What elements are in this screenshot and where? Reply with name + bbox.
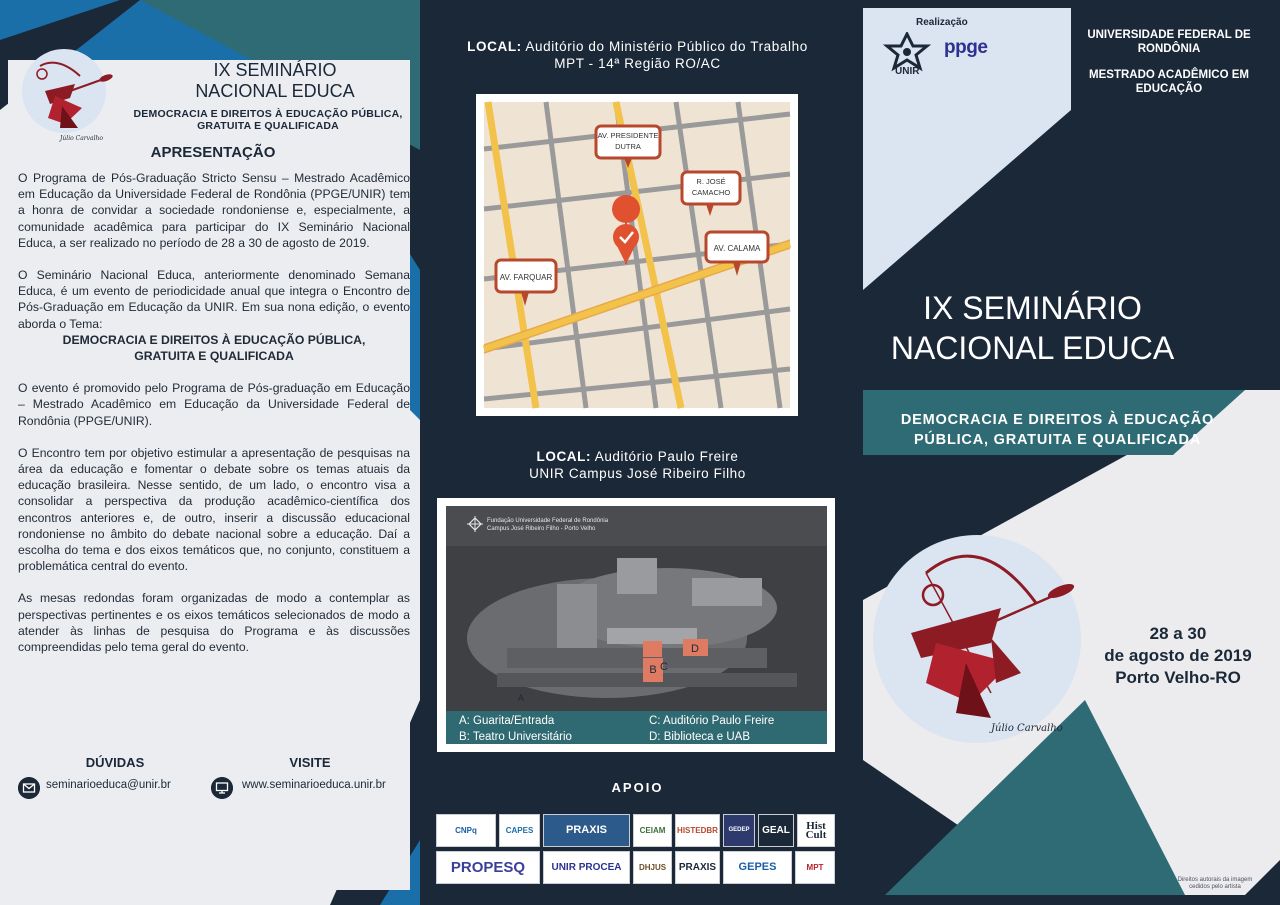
contact-email[interactable]: seminarioeduca@unir.br (46, 779, 171, 791)
sponsor-logo: PRAXIS (543, 814, 630, 847)
sponsor-logo: GEPES (723, 851, 792, 884)
event-date: 28 a 30 de agosto de 2019 Porto Velho-RO (1104, 624, 1252, 687)
svg-text:AV. FARQUAR: AV. FARQUAR (499, 273, 553, 282)
street-map[interactable] (476, 94, 798, 416)
duvidas-label: DÚVIDAS (85, 755, 145, 770)
svg-text:AV. CALAMA: AV. CALAMA (713, 244, 761, 253)
campus-header-line1: Fundação Universidade Federal de Rondônia (487, 518, 609, 524)
cover-title: IX SEMINÁRIO NACIONAL EDUCA (890, 290, 1175, 366)
legend-d: D: Biblioteca e UAB (649, 731, 750, 743)
paragraph-with-theme (18, 267, 410, 364)
location-name: Auditório Paulo Freire (594, 449, 739, 464)
email-icon (18, 777, 40, 799)
logo-signature: Júlio Carvalho (60, 135, 104, 142)
marker-c: C (660, 661, 668, 673)
marker-a: A (517, 693, 525, 703)
svg-text:AV. PRESIDENTE: AV. PRESIDENTE (597, 131, 659, 140)
legend-c: C: Auditório Paulo Freire (649, 715, 775, 727)
seminar-subtitle: DEMOCRACIA E DIREITOS À EDUCAÇÃO PÚBLICA, GRATUITA E QUALIFICADA (133, 108, 403, 132)
paragraph: O Encontro tem por objetivo estimular a apresentação de pesquisas na área da educação e fomentar o debate sobre os temas atuais da educação brasileira. Nesse sentido, de um lado, o encontro visa a consolidar a perspectiva da produção acadêmico-científica dos encontros anteriores e, de outro, inserir a discussão educacional rondoniense no âmbito do debate nacional sobre a educação. Daí a escolha do tema e dos eixos temáticos que, no conjunto, constituem a problemática central do evento. (18, 445, 410, 574)
sponsor-logo: MPT (795, 851, 835, 884)
university-name: UNIVERSIDADE FEDERAL DE RONDÔNIA (1087, 29, 1251, 55)
unir-label: UNIR (895, 66, 920, 77)
left-panel (0, 0, 420, 905)
sponsor-logo: UNIR PROCEA (543, 851, 630, 884)
theme-line: DEMOCRACIA E DIREITOS À EDUCAÇÃO PÚBLICA, (62, 332, 366, 347)
image-credit: Direitos autorais da imagem cedidos pelo artista (1177, 877, 1253, 890)
paragraph: O Seminário Nacional Educa, anteriormente denominado Semana Educa, é um evento de periodicidade anual que integra o Encontro de Pós-Graduação em Educação da UNIR. Em sua nona edição, o evento aborda o Tema: (18, 268, 410, 331)
campus-aerial-map[interactable] (437, 498, 835, 752)
right-panel-background (855, 0, 1280, 905)
archer-logo (20, 36, 120, 146)
program-name: MESTRADO ACADÊMICO EM EDUCAÇÃO (1089, 69, 1249, 95)
svg-text:CAMACHO: CAMACHO (691, 188, 731, 197)
sponsor-logo: PROPESQ (436, 851, 540, 884)
sponsor-logo: GEAL (758, 814, 794, 847)
visite-label: VISITE (289, 755, 331, 770)
paragraph: As mesas redondas foram organizadas de modo a contemplar as perspectivas pertinentes e os eixos temáticos selecionados de modo a atender às linhas de pesquisa do Programa e às discussões compreendidas pelo tema geral do evento. (18, 591, 410, 655)
sponsor-logo: GEDEP (723, 814, 755, 847)
seminar-title: IX SEMINÁRIO NACIONAL EDUCA (195, 60, 355, 101)
presentation-heading: APRESENTAÇÃO (150, 144, 276, 161)
presentation-text (18, 170, 410, 671)
ppge-logo-text: ppge (944, 37, 988, 58)
apoio-heading: APOIO (611, 780, 664, 795)
emblem-signature: Júlio Carvalho (991, 723, 1063, 734)
monitor-icon (211, 777, 233, 799)
contact-website[interactable]: www.seminarioeduca.unir.br (242, 779, 386, 791)
location-detail: MPT - 14ª Região RO/AC (554, 56, 721, 71)
marker-d: D (691, 643, 699, 655)
location-label: LOCAL: (536, 449, 592, 464)
sponsor-logo: HISTEDBR (675, 814, 720, 847)
location-label: LOCAL: (467, 39, 522, 54)
sponsor-logo: CAPES (499, 814, 540, 847)
archer-emblem (871, 533, 1083, 745)
marker-b: B (649, 664, 657, 676)
svg-text:R. JOSÉ: R. JOSÉ (696, 177, 726, 186)
location-detail: UNIR Campus José Ribeiro Filho (529, 466, 746, 481)
location-name: Auditório do Ministério Público do Trabalho (525, 39, 808, 54)
paragraph: O Programa de Pós-Graduação Stricto Sensu – Mestrado Acadêmico em Educação da Universidade Federal de Rondônia (PPGE/UNIR) tem a honra de convidar a sociedade rondoniense e, especialmente, a comunidade acadêmica para participar do IX Seminário Nacional Educa, a ser realizado no período de 28 a 30 de agosto de 2019. (18, 171, 410, 250)
legend-b: B: Teatro Universitário (459, 731, 572, 743)
paragraph: O evento é promovido pelo Programa de Pós-graduação em Educação – Mestrado Acadêmico em Educação da Universidade Federal de Rondônia (PPGE/UNIR). (18, 381, 410, 428)
svg-text:DUTRA: DUTRA (615, 142, 641, 151)
campus-header-line2: Campus José Ribeiro Filho - Porto Velho (487, 526, 596, 532)
middle-panel (420, 0, 855, 905)
realizacao-label: Realização (916, 17, 968, 28)
sponsor-logo: DHJUS (633, 851, 672, 884)
theme-line: GRATUITA E QUALIFICADA (134, 349, 294, 364)
cover-subtitle: DEMOCRACIA E DIREITOS À EDUCAÇÃO PÚBLICA, GRATUITA E QUALIFICADA (900, 412, 1215, 448)
sponsor-logo: PRAXIS (675, 851, 720, 884)
marker-c-box (643, 641, 662, 657)
sponsor-logo: Hist Cult (797, 814, 835, 847)
location-1 (420, 38, 855, 72)
location-2 (420, 448, 855, 482)
sponsor-logo: CEIAM (633, 814, 672, 847)
sponsor-logo: CNPq (436, 814, 496, 847)
legend-a: A: Guarita/Entrada (459, 715, 555, 727)
right-panel (855, 0, 1280, 905)
